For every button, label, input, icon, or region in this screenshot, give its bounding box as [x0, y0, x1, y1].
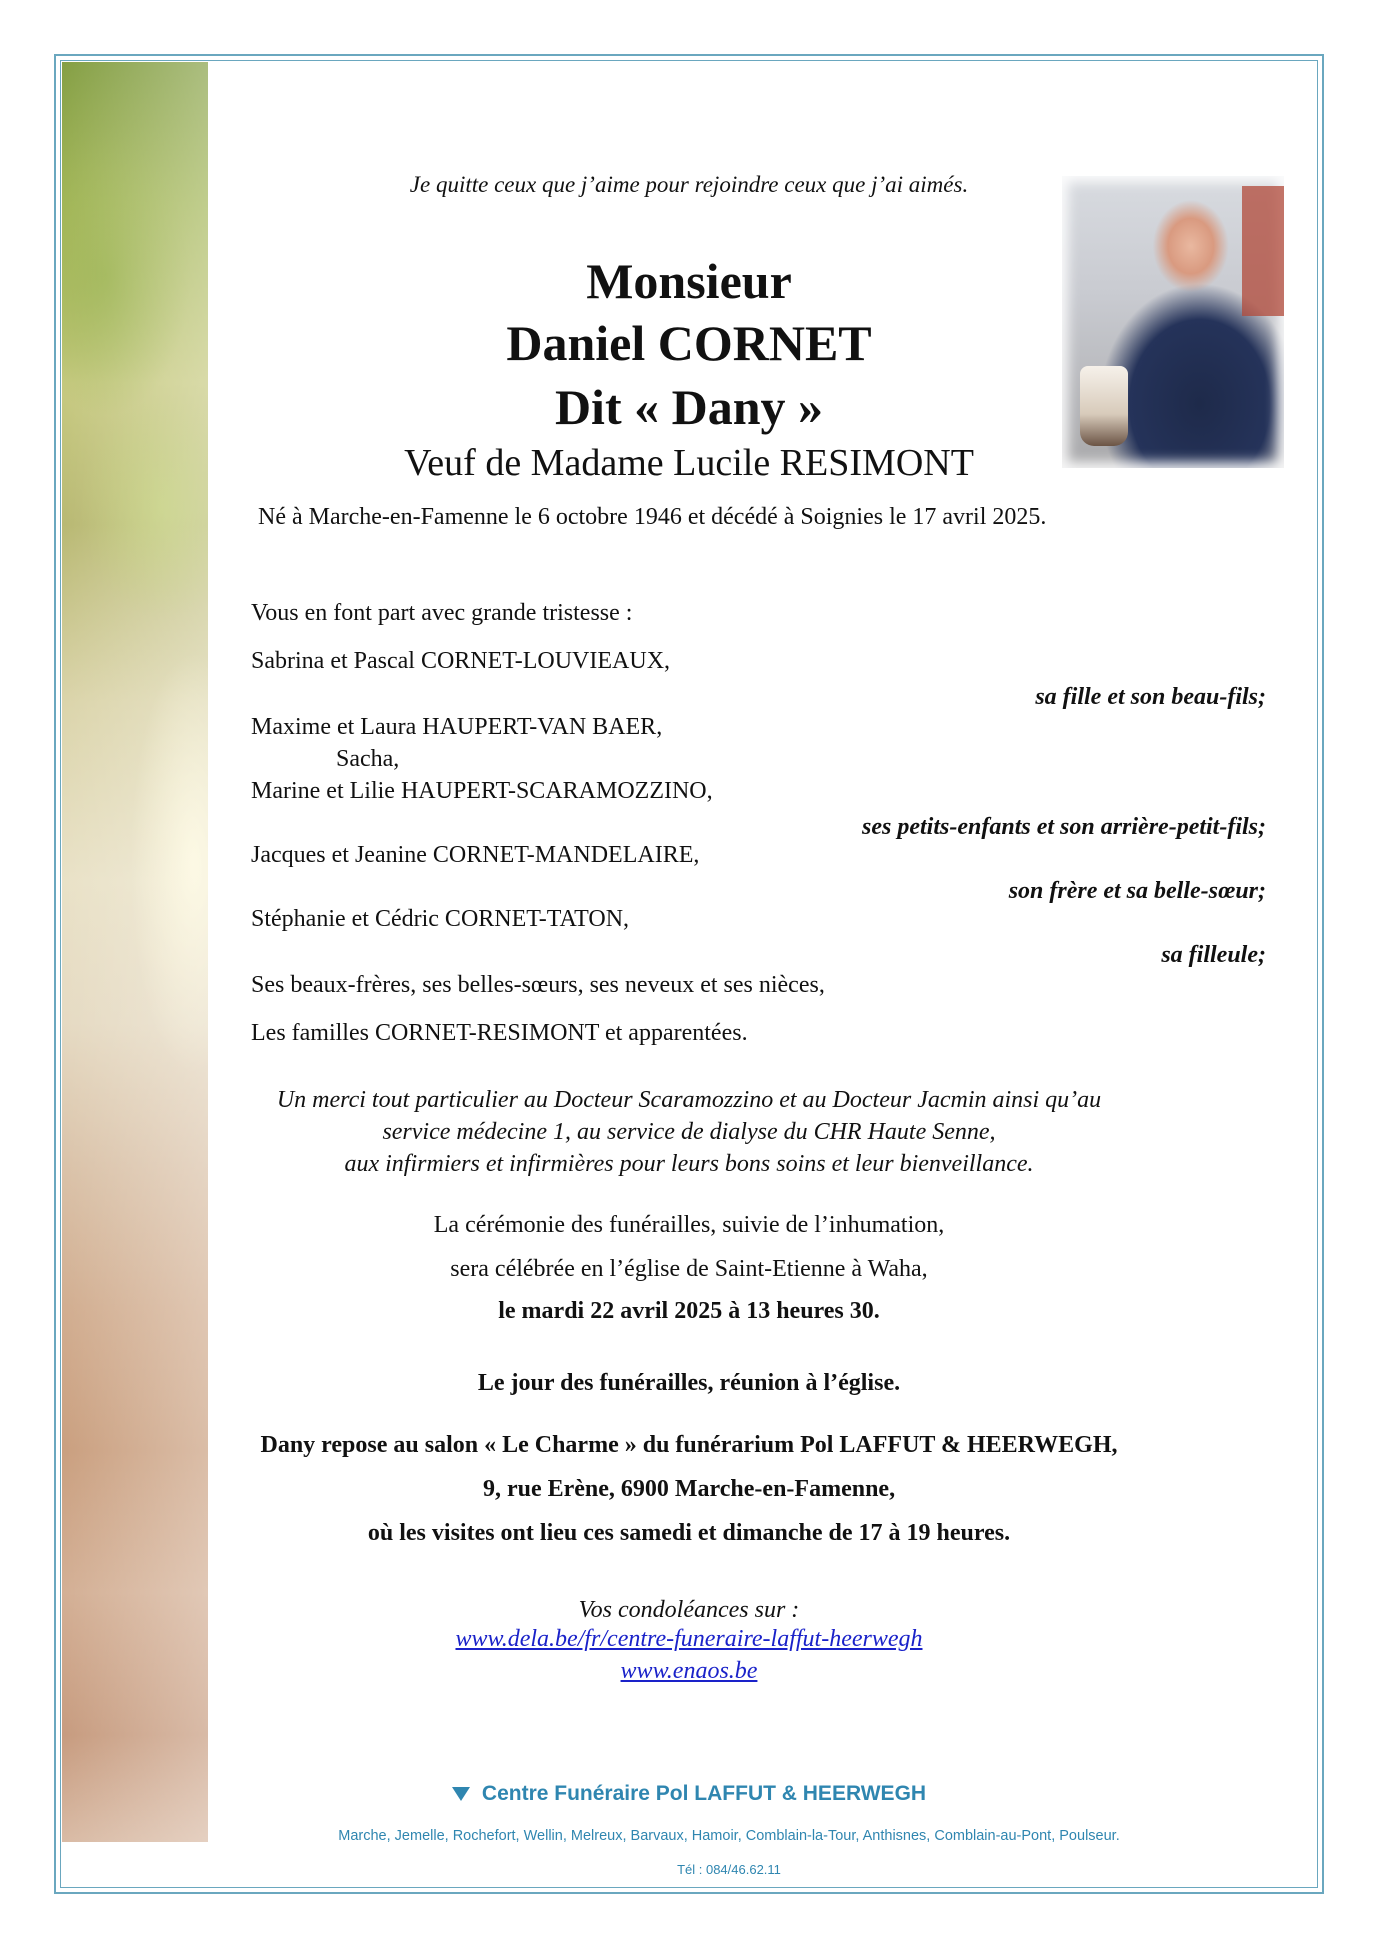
family-relation-4: sa filleule; — [1161, 942, 1266, 968]
rest-line-1: Dany repose au salon « Le Charme » du funérarium Pol LAFFUT & HEERWEGH, — [260, 1432, 1118, 1458]
footer-phone: Tél : 084/46.62.11 — [677, 1862, 781, 1877]
footer-company-name: Centre Funéraire Pol LAFFUT & HEERWEGH — [481, 1782, 927, 1805]
family-relation-1: sa fille et son beau-fils; — [1035, 684, 1266, 710]
condolences-link-enaos[interactable]: www.enaos.be — [620, 1658, 758, 1684]
thanks-line-2: service médecine 1, au service de dialyse du CHR Haute Senne, — [382, 1119, 996, 1145]
family-name-2c: Marine et Lilie HAUPERT-SCARAMOZZINO, — [251, 778, 713, 804]
widow-line: Veuf de Madame Lucile RESIMONT — [404, 442, 974, 484]
birth-death-line: Né à Marche-en-Famenne le 6 octobre 1946 et décédé à Soignies le 17 avril 2025. — [258, 504, 1047, 530]
footer-brand — [0, 1782, 1378, 1806]
family-name-3: Jacques et Jeanine CORNET-MANDELAIRE, — [251, 842, 700, 868]
triangle-down-icon — [452, 1787, 470, 1801]
family-others-2: Les familles CORNET-RESIMONT et apparentées. — [251, 1020, 748, 1046]
family-intro: Vous en font part avec grande tristesse : — [251, 600, 633, 626]
family-name-1: Sabrina et Pascal CORNET-LOUVIEAUX, — [251, 648, 671, 674]
condolences-link-dela[interactable]: www.dela.be/fr/centre-funeraire-laffut-heerwegh — [455, 1626, 923, 1652]
epigraph-quote: Je quitte ceux que j’aime pour rejoindre ceux que j’ai aimés. — [409, 172, 969, 197]
ceremony-line-2: sera célébrée en l’église de Saint-Etienne à Waha, — [450, 1256, 928, 1282]
family-relation-3: son frère et sa belle-sœur; — [1008, 878, 1266, 904]
meeting-line: Le jour des funérailles, réunion à l’église. — [477, 1370, 901, 1396]
thanks-line-3: aux infirmiers et infirmières pour leurs bons soins et leur bienveillance. — [344, 1151, 1034, 1177]
condolences-label: Vos condoléances sur : — [578, 1597, 800, 1623]
family-name-2a: Maxime et Laura HAUPERT-VAN BAER, — [251, 714, 663, 740]
title-nickname: Dit « Dany » — [554, 379, 824, 435]
family-others-1: Ses beaux-frères, ses belles-sœurs, ses neveux et ses nièces, — [251, 972, 825, 998]
ceremony-date: le mardi 22 avril 2025 à 13 heures 30. — [498, 1298, 880, 1324]
family-name-2b: Sacha, — [336, 746, 400, 772]
title-monsieur: Monsieur — [586, 253, 792, 309]
title-name: Daniel CORNET — [506, 315, 872, 371]
rest-line-3: où les visites ont lieu ces samedi et dimanche de 17 à 19 heures. — [367, 1520, 1011, 1546]
ceremony-line-1: La cérémonie des funérailles, suivie de l’inhumation, — [433, 1212, 945, 1238]
rest-line-2: 9, rue Erène, 6900 Marche-en-Famenne, — [482, 1476, 896, 1502]
footer-locations: Marche, Jemelle, Rochefort, Wellin, Melreux, Barvaux, Hamoir, Comblain-la-Tour, Anthisnes, Comblain-au-Pont, Poulseur. — [338, 1828, 1120, 1844]
thanks-line-1: Un merci tout particulier au Docteur Scaramozzino et au Docteur Jacmin ainsi qu’au — [276, 1087, 1102, 1113]
family-relation-2: ses petits-enfants et son arrière-petit-fils; — [862, 814, 1266, 840]
family-name-4: Stéphanie et Cédric CORNET-TATON, — [251, 906, 630, 932]
